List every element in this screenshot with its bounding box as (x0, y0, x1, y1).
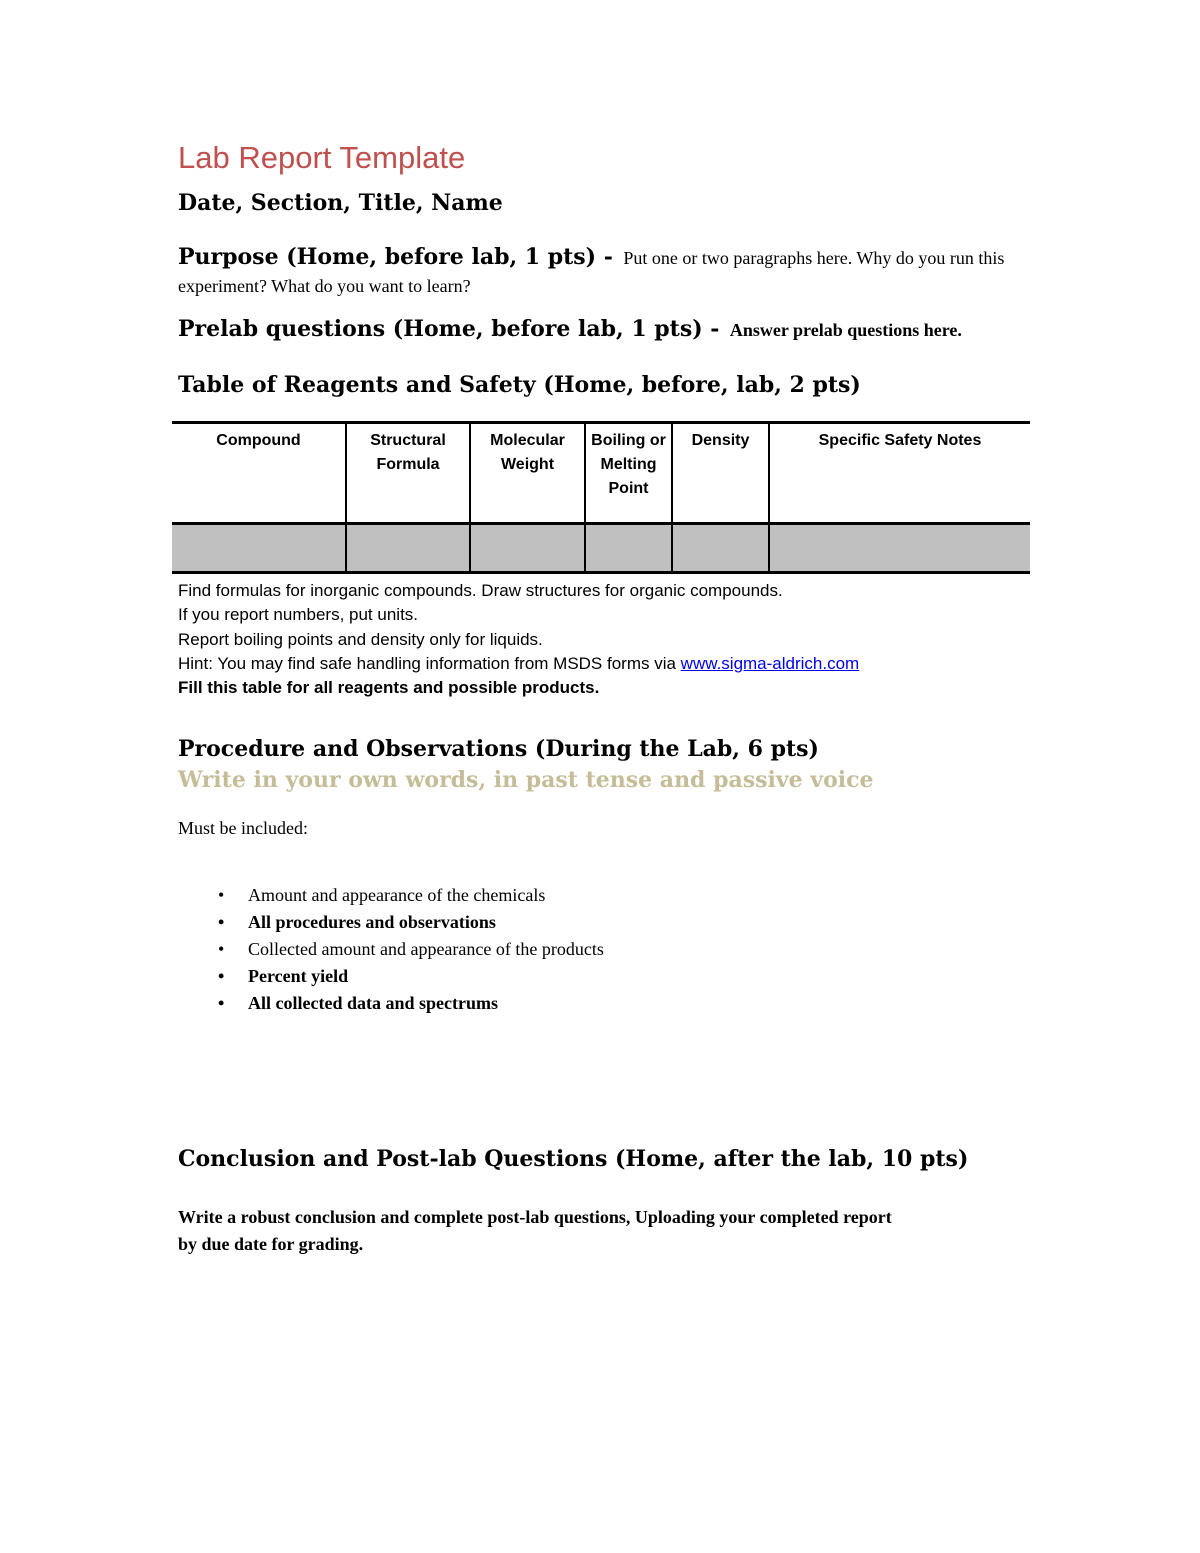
table-cell-compound (172, 524, 346, 573)
fill-note: Fill this table for all reagents and possible products. (178, 678, 600, 697)
list-item: • Amount and appearance of the chemicals (218, 885, 546, 905)
reagents-table (172, 421, 1030, 574)
purpose-section (178, 244, 1004, 270)
list-item: • All collected data and spectrums (218, 993, 498, 1013)
procedure-heading: Procedure and Observations (During the Lab, 6 pts) (178, 736, 819, 762)
column-header-boiling-melting-point: Boiling or Melting Point (585, 423, 672, 524)
prelab-heading: Prelab questions (Home, before lab, 1 pts) - (178, 316, 720, 342)
column-header-density: Density (672, 423, 769, 524)
hint-text: Hint: You may find safe handling information from MSDS forms via (178, 654, 681, 673)
list-item: • All procedures and observations (218, 912, 496, 932)
purpose-text-line2: experiment? What do you want to learn? (178, 276, 471, 296)
purpose-text-line1: Put one or two paragraphs here. Why do you run this (623, 248, 1005, 268)
column-header-safety-notes: Specific Safety Notes (769, 423, 1030, 524)
list-item: • Percent yield (218, 966, 349, 986)
procedure-subheading: Write in your own words, in past tense and passive voice (178, 767, 874, 793)
column-header-structural-formula: Structural Formula (346, 423, 470, 524)
conclusion-text-line2: by due date for grading. (178, 1234, 364, 1254)
bullet-icon: • (218, 939, 225, 959)
table-cell-density (672, 524, 769, 573)
sigma-aldrich-link[interactable]: www.sigma-aldrich.com (680, 654, 860, 673)
reagents-heading: Table of Reagents and Safety (Home, before, lab, 2 pts) (178, 372, 861, 398)
bullet-icon: • (218, 966, 225, 986)
note-units: If you report numbers, put units. (178, 605, 419, 624)
prelab-text: Answer prelab questions here. (729, 320, 962, 340)
bullet-icon: • (218, 993, 225, 1013)
list-item: • Collected amount and appearance of the products (218, 939, 604, 959)
conclusion-heading: Conclusion and Post-lab Questions (Home, after the lab, 10 pts) (178, 1146, 969, 1172)
conclusion-text-line1: Write a robust conclusion and complete post-lab questions, Uploading your completed report (178, 1207, 892, 1227)
table-cell-structural-formula (346, 524, 470, 573)
column-header-compound: Compound (172, 423, 346, 524)
table-cell-boiling-melting-point (585, 524, 672, 573)
table-header-row (172, 423, 1030, 524)
table-cell-molecular-weight (470, 524, 585, 573)
document-title: Lab Report Template (178, 140, 466, 175)
header-line: Date, Section, Title, Name (178, 190, 503, 216)
bullet-icon: • (218, 912, 225, 932)
table-cell-safety-notes (769, 524, 1030, 573)
table-row (172, 524, 1030, 573)
must-include-list (218, 885, 618, 1020)
prelab-section (178, 316, 962, 342)
bullet-icon: • (218, 885, 225, 905)
hint-line (178, 654, 859, 674)
must-include-label: Must be included: (178, 818, 308, 838)
note-liquids: Report boiling points and density only for liquids. (178, 630, 543, 649)
column-header-molecular-weight: Molecular Weight (470, 423, 585, 524)
note-formulas: Find formulas for inorganic compounds. Draw structures for organic compounds. (178, 581, 783, 600)
purpose-heading: Purpose (Home, before lab, 1 pts) - (178, 244, 613, 270)
